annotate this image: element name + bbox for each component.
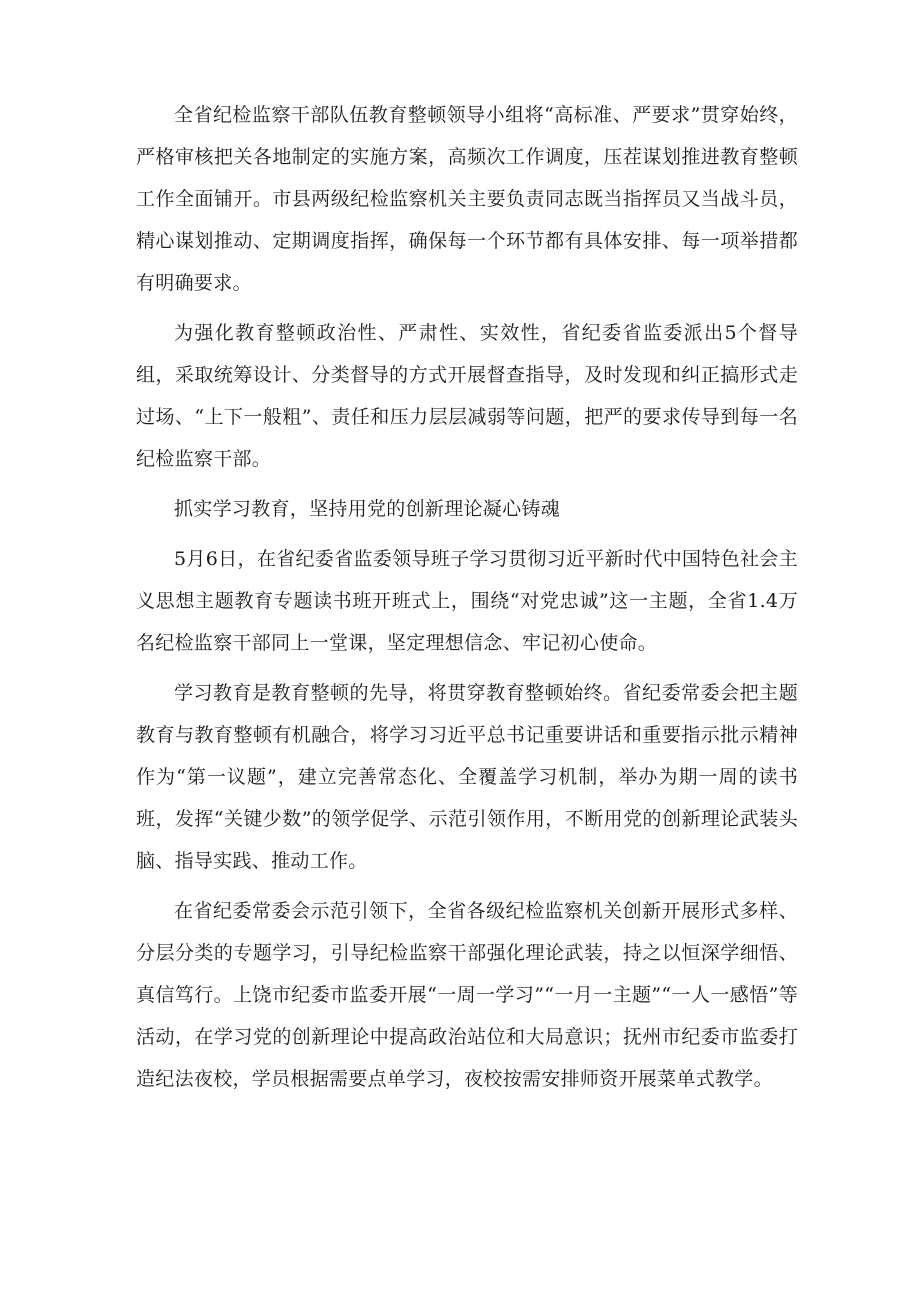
paragraph-supervision-teams: 为强化教育整顿政治性、严肃性、实效性，省纪委省监委派出5个督导组，采取统筹设计、分类督导的方式开展督查指导，及时发现和纠正搞形式走过场、“上下一般粗”、责任和压力层层减弱等问题，把严的要求传导到每一名纪检监察干部。 [136, 322, 798, 470]
paragraph-local-practices: 在省纪委常委会示范引领下，全省各级纪检监察机关创新开展形式多样、分层分类的专题学习，引导纪检监察干部强化理论武装，持之以恒深学细悟、真信笃行。上饶市纪委市监委开展“一周一学习”“一月一主题”“一人一感悟”等活动，在学习党的创新理论中提高政治站位和大局意识；抚州市纪委市监委打造纪法夜校，学员根据需要点单学习，夜校按需安排师资开展菜单式教学。 [136, 900, 798, 1090]
paragraph-leadership-group: 全省纪检监察干部队伍教育整顿领导小组将“高标准、严要求”贯穿始终，严格审核把关各地制定的实施方案，高频次工作调度，压茬谋划推进教育整顿工作全面铺开。市县两级纪检监察机关主要负责同志既当指挥员又当战斗员，精心谋划推动、定期调度指挥，确保每一个环节都有具体安排、每一项举措都有明确要求。 [136, 104, 798, 294]
paragraph-may-6-class: 5月6日，在省纪委省监委领导班子学习贯彻习近平新时代中国特色社会主义思想主题教育专题读书班开班式上，围绕“对党忠诚”这一主题，全省1.4万名纪检监察干部同上一堂课，坚定理想信念、牢记初心使命。 [136, 548, 798, 654]
paragraph-study-precursor: 学习教育是教育整顿的先导，将贯穿教育整顿始终。省纪委常委会把主题教育与教育整顿有机融合，将学习习近平总书记重要讲话和重要指示批示精神作为“第一议题”，建立完善常态化、全覆盖学习机制，举办为期一周的读书班，发挥“关键少数”的领学促学、示范引领作用，不断用党的创新理论武装头脑、指导实践、推动工作。 [136, 682, 798, 872]
section-heading-study-education: 抓实学习教育，坚持用党的创新理论凝心铸魂 [174, 498, 561, 520]
document-body [136, 94, 798, 1108]
